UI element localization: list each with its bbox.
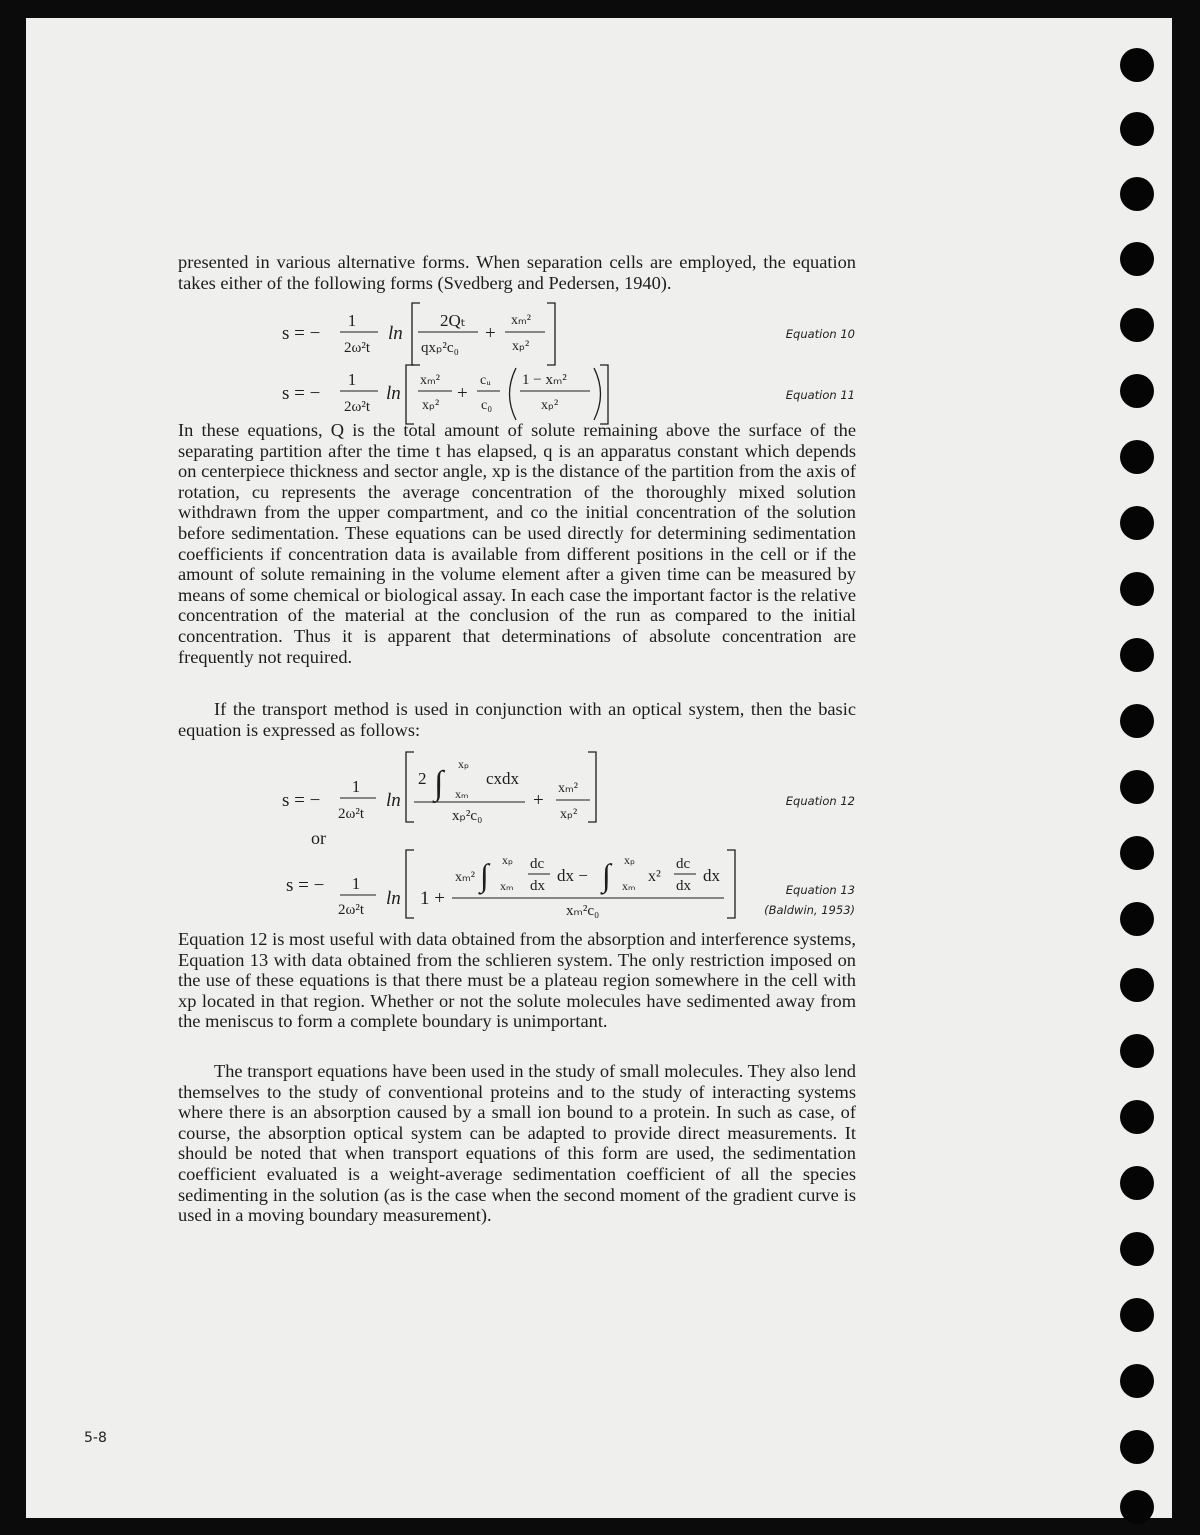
equation-13-citation: (Baldwin, 1953) (764, 903, 855, 917)
equation-12-label: Equation 12 (785, 794, 855, 808)
svg-text:ln: ln (386, 790, 401, 811)
svg-text:ln: ln (386, 888, 401, 909)
svg-text:+: + (533, 790, 544, 811)
svg-text:xₚ²: xₚ² (560, 807, 578, 822)
svg-text:dx −: dx − (557, 866, 588, 885)
svg-text:xₚ: xₚ (502, 853, 514, 867)
svg-text:dx: dx (676, 878, 691, 894)
svg-text:dx: dx (703, 866, 720, 885)
svg-text:1: 1 (347, 370, 357, 389)
definitions-paragraph: In these equations, Q is the total amount of solute remaining above the surface of the separating partition after the time t has elapsed, q is an apparatus constant which depends on centerpiece thickness and sector angle, xp is the distance of the partition from the axis of rotation, cu represents the average concentration of the thoroughly mixed solution withdrawn from the upper compartment, and co the initial concentration of the solution before sedimentation. These equations can be used directly for determining sedimentation coefficients if concentration data is available from different positions in the cell or if the amount of solute remaining in the volume element after a given time can be measured by means of some chemical or biological assay. In each case the important factor is the relative concentration of the material at the conclusion of the run as compared to the initial concentration. Thus it is apparent that determinations of absolute concentration are frequently not required. (178, 420, 856, 667)
svg-text:cxdx: cxdx (486, 769, 520, 788)
svg-text:xₘ: xₘ (622, 879, 636, 893)
svg-text:xₚ²: xₚ² (422, 398, 440, 413)
svg-text:1: 1 (351, 777, 361, 796)
svg-text:xₘ: xₘ (500, 879, 514, 893)
svg-text:x²: x² (648, 868, 661, 885)
svg-text:∫: ∫ (602, 857, 611, 893)
closing-paragraph: The transport equations have been used in the study of small molecules. They also lend themselves to the study of conventional proteins and to the study of interacting systems where there is an absorption caused by a small ion bound to a protein. In such as case, of course, the absorption optical system can be adapted to provide direct measurements. It should be noted that when transport equations of this form are used, the sedimentation coefficient evaluated is a weight-average sedimentation coefficient of all the species sedimenting in the solution (as is the case when the second moment of the gradient curve is used in a moving boundary measurement). (178, 1061, 856, 1226)
svg-text:2ω²t: 2ω²t (338, 806, 365, 822)
svg-text:∫: ∫ (480, 857, 489, 893)
svg-text:c₀: c₀ (481, 398, 493, 413)
svg-text:xₚ²c₀: xₚ²c₀ (452, 808, 483, 824)
svg-text:xₚ: xₚ (624, 853, 636, 867)
svg-text:ln: ln (388, 323, 403, 344)
svg-text:xₚ: xₚ (458, 757, 470, 771)
equation-11 (282, 365, 608, 424)
svg-text:cᵤ: cᵤ (480, 373, 491, 388)
equation-13-label: Equation 13 (785, 883, 855, 897)
equation-11-label: Equation 11 (785, 388, 855, 402)
svg-text:2: 2 (418, 769, 427, 788)
svg-text:xₘ²: xₘ² (511, 313, 531, 328)
svg-text:∫: ∫ (434, 765, 444, 802)
svg-text:xₚ²: xₚ² (512, 339, 530, 354)
svg-text:ln: ln (386, 383, 401, 404)
svg-text:xₘ²: xₘ² (420, 373, 440, 388)
svg-text:xₘ²: xₘ² (455, 870, 475, 885)
svg-text:dx: dx (530, 878, 545, 894)
svg-text:s = −: s = − (282, 323, 321, 344)
svg-text:xₘ²c₀: xₘ²c₀ (566, 903, 600, 919)
svg-text:s = −: s = − (286, 875, 325, 896)
page-number: 5-8 (84, 1430, 107, 1446)
svg-text:s = −: s = − (282, 790, 321, 811)
equation-10 (282, 303, 555, 365)
equation-12 (282, 752, 596, 824)
svg-text:xₘ: xₘ (455, 787, 469, 801)
svg-text:+: + (457, 383, 468, 404)
or-connector: or (311, 828, 326, 848)
optical-paragraph: If the transport method is used in conjunction with an optical system, then the basic equation is expressed as follows: (178, 699, 856, 740)
equation-13 (286, 850, 735, 919)
svg-text:1 − xₘ²: 1 − xₘ² (522, 372, 567, 388)
svg-text:s = −: s = − (282, 383, 321, 404)
equation-10-label: Equation 10 (785, 327, 855, 341)
svg-text:xₚ²: xₚ² (541, 398, 559, 413)
intro-paragraph: presented in various alternative forms. When separation cells are employed, the equation takes either of the following forms (Svedberg and Pedersen, 1940). (178, 252, 856, 293)
usage-paragraph: Equation 12 is most useful with data obtained from the absorption and interference systems, Equation 13 with data obtained from the schlieren system. The only restriction imposed on the use of these equations is that there must be a plateau region somewhere in the cell with xp located in that region. Whether or not the solute molecules have sedimented away from the meniscus to form a complete boundary is unimportant. (178, 929, 856, 1032)
svg-text:xₘ²: xₘ² (558, 781, 578, 796)
svg-text:1: 1 (347, 311, 357, 330)
svg-text:2ω²t: 2ω²t (344, 399, 371, 415)
svg-text:1: 1 (351, 874, 361, 893)
svg-text:2Qₜ: 2Qₜ (440, 311, 466, 330)
svg-text:+: + (485, 323, 496, 344)
svg-text:dc: dc (530, 856, 545, 872)
svg-text:1 +: 1 + (420, 888, 445, 909)
svg-text:2ω²t: 2ω²t (344, 340, 371, 356)
svg-text:dc: dc (676, 856, 691, 872)
svg-text:qxₚ²c₀: qxₚ²c₀ (421, 340, 459, 356)
svg-text:2ω²t: 2ω²t (338, 902, 365, 918)
